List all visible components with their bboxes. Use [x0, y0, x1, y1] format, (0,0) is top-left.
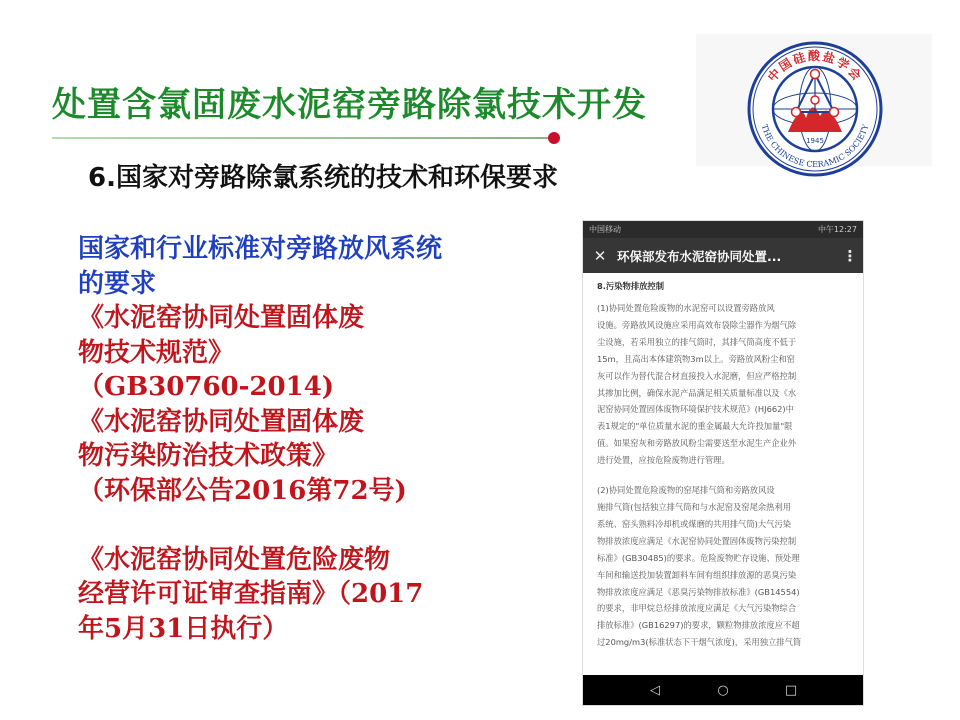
article-section-title: 8.污染物排放控制 [597, 281, 665, 291]
article-line: 标准》(GB30485)的要求。危险废物贮存设施、预处理 [597, 552, 800, 563]
article-line: 设施。旁路放风设施应采用高效布袋除尘器作为烟气除 [597, 319, 797, 330]
article-line: 15m，且高出本体建筑物3m以上。旁路放风粉尘和窑 [597, 353, 795, 364]
article-line: 物排放浓度应满足《恶臭污染物排放标准》(GB14554) [597, 586, 800, 597]
article-line: 其掺加比例，确保水泥产品满足相关质量标准以及《水 [597, 387, 797, 398]
back-icon[interactable]: ◁ [650, 682, 660, 698]
article-line: 表1规定的"单位质量水泥的重金属最大允许投加量"限 [597, 421, 793, 432]
article-paragraph-1 [597, 300, 851, 469]
slide-title: 处置含氯固废水泥窑旁路除氯技术开发 [52, 85, 647, 125]
standards-text-line: 《水泥窑协同处置固体废 [78, 406, 365, 437]
standards-text-line: （环保部公告2016第72号) [78, 475, 407, 506]
home-icon[interactable]: ○ [717, 682, 729, 698]
article-line: 物排放浓度应满足《水泥窑协同处置固体废物污染控制 [597, 535, 797, 546]
status-carrier: 中国移动 [589, 225, 621, 234]
phone-app-bar [583, 238, 863, 273]
phone-screenshot [582, 220, 864, 706]
article-line: 尘设施，若采用独立的排气筒时，其排气筒高度不低于 [597, 336, 797, 347]
standards-text-line: 经营许可证审查指南》（2017 [78, 579, 424, 609]
article-line: (2)协同处置危险废物的窑尾排气筒和旁路放风设 [597, 485, 775, 496]
article-line: 进行处置，应按危险废物进行管理。 [597, 455, 730, 466]
phone-status-bar [583, 221, 863, 238]
article-line: 泥窑协同处置固体废物环境保护技术规范》(HJ662)中 [597, 404, 794, 415]
status-time: 中午12:27 [817, 225, 857, 234]
phone-app-title: 环保部发布水泥窑协同处置... [617, 248, 782, 264]
standards-text-line: 《水泥窑协同处置固体废 [78, 303, 365, 333]
phone-nav-bar [583, 675, 863, 705]
standards-text-line: 的要求 [78, 268, 157, 299]
standards-text-line: 《水泥窑协同处置危险废物 [78, 544, 391, 575]
standards-text-line: 物污染防治技术政策》 [78, 441, 339, 471]
standards-text-line: 物技术规范》 [78, 337, 235, 368]
article-line: 施排气筒(包括独立排气筒和与水泥窑及窑尾余热利用 [597, 501, 792, 512]
logo-ring-text-top: 中国硅酸盐学会 [764, 49, 866, 85]
article-line: 过20mg/m3(标准状态下干烟气浓度)，采用独立排气筒 [597, 637, 802, 648]
standards-text-line: （GB30760-2014) [78, 372, 335, 402]
standards-text-line: 国家和行业标准对旁路放风系统 [78, 234, 443, 264]
article-line: 灰可以作为替代混合材直接投入水泥磨，但应严格控制 [597, 370, 797, 381]
recent-apps-icon[interactable]: □ [784, 682, 798, 698]
logo-ring-text-bottom: THE CHINESE CERAMIC SOCIETY [759, 123, 871, 170]
article-line: (1)协同处置危险废物的水泥窑可以设置旁路放风 [597, 303, 775, 313]
article-line: 排放标准》(GB16297)的要求，颗粒物排放浓度应不超 [597, 620, 800, 631]
slide-subtitle: 6.国家对旁路除氯系统的技术和环保要求 [88, 163, 558, 193]
close-icon[interactable]: ✕ [593, 246, 607, 265]
article-line: 的要求，非甲烷总烃排放浓度应满足《大气污染物综合 [597, 603, 797, 614]
chinese-ceramic-society-logo [746, 40, 884, 178]
logo-year: 1945 [806, 137, 824, 145]
more-icon[interactable]: ⋮ [842, 246, 858, 265]
title-underline [52, 137, 550, 139]
article-line: 系统、窑头熟料冷却机或煤磨的共用排气筒)大气污染 [597, 518, 792, 529]
standards-text-block [78, 232, 578, 646]
title-dot [548, 132, 560, 144]
article-line: 值。如果窑灰和旁路放风粉尘需要送至水泥生产企业外 [597, 438, 797, 449]
standards-text-line: 年5月31日执行） [78, 613, 289, 644]
phone-article [583, 273, 863, 651]
article-paragraph-2 [597, 482, 851, 651]
text-gap [78, 508, 578, 543]
article-line: 车间和输送投加装置卸料车间有组织排放源的恶臭污染 [597, 569, 797, 580]
